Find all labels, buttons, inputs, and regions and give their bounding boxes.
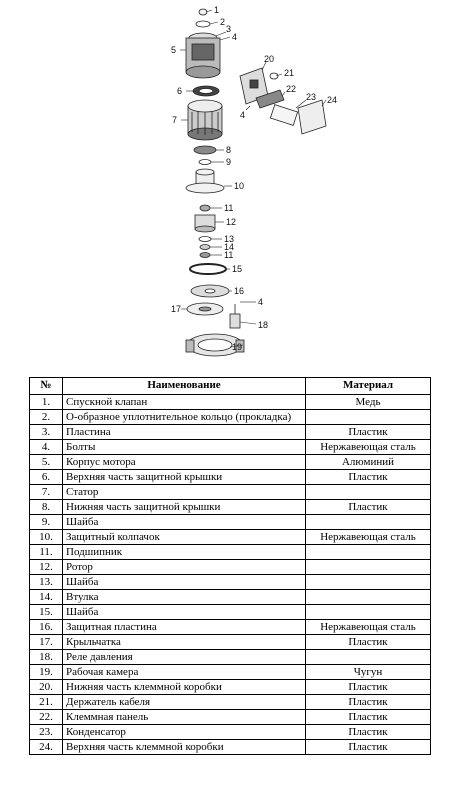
- row-number-cell: 13.: [30, 575, 63, 590]
- material-cell: Пластик: [306, 710, 431, 725]
- part-name-cell: Шайба: [63, 605, 306, 620]
- callout-label: 11: [224, 250, 234, 260]
- table-row: [30, 665, 431, 680]
- table-row: [30, 410, 431, 425]
- row-number-cell: 11.: [30, 545, 63, 560]
- table-row: [30, 545, 431, 560]
- table-row: [30, 620, 431, 635]
- part-name-cell: Крыльчатка: [63, 635, 306, 650]
- row-number-cell: 7.: [30, 485, 63, 500]
- table-row: [30, 635, 431, 650]
- row-number-cell: 15.: [30, 605, 63, 620]
- exploded-view-diagram: [0, 0, 472, 370]
- table-row: [30, 680, 431, 695]
- material-cell: Пластик: [306, 635, 431, 650]
- part-name-cell: Шайба: [63, 575, 306, 590]
- callout-label: 7: [172, 115, 178, 125]
- material-cell: [306, 545, 431, 560]
- part-name-cell: Болты: [63, 440, 306, 455]
- callout-label: 20: [264, 54, 275, 64]
- row-number-cell: 5.: [30, 455, 63, 470]
- material-cell: Пластик: [306, 425, 431, 440]
- material-cell: [306, 485, 431, 500]
- table-header-row: [30, 378, 431, 395]
- table-row: [30, 440, 431, 455]
- part-name-cell: Нижняя часть клеммной коробки: [63, 680, 306, 695]
- material-cell: Нержавеющая сталь: [306, 530, 431, 545]
- row-number-cell: 4.: [30, 440, 63, 455]
- table-row: [30, 425, 431, 440]
- part-name-cell: Подшипник: [63, 545, 306, 560]
- material-cell: Чугун: [306, 665, 431, 680]
- part-name-cell: Клеммная панель: [63, 710, 306, 725]
- material-cell: Пластик: [306, 725, 431, 740]
- row-number-cell: 22.: [30, 710, 63, 725]
- table-row: [30, 530, 431, 545]
- part-name-cell: Спускной клапан: [63, 395, 306, 410]
- row-number-cell: 6.: [30, 470, 63, 485]
- table-row: [30, 395, 431, 410]
- material-cell: [306, 605, 431, 620]
- part-name-cell: Корпус мотора: [63, 455, 306, 470]
- callout-label: 4: [240, 110, 246, 120]
- row-number-cell: 12.: [30, 560, 63, 575]
- row-number-cell: 10.: [30, 530, 63, 545]
- callout-label: 9: [226, 157, 232, 167]
- material-cell: Нержавеющая сталь: [306, 620, 431, 635]
- row-number-cell: 3.: [30, 425, 63, 440]
- part-name-cell: Нижняя часть защитной крышки: [63, 500, 306, 515]
- material-cell: [306, 575, 431, 590]
- part-name-cell: Шайба: [63, 515, 306, 530]
- material-cell: [306, 410, 431, 425]
- row-number-cell: 21.: [30, 695, 63, 710]
- callout-label: 12: [226, 217, 237, 227]
- part-name-cell: О-образное уплотнительное кольцо (прокладка): [63, 410, 306, 425]
- material-cell: Пластик: [306, 680, 431, 695]
- table-row: [30, 740, 431, 755]
- row-number-cell: 23.: [30, 725, 63, 740]
- callout-label: 4: [258, 297, 264, 307]
- material-cell: Пластик: [306, 740, 431, 755]
- table-row: [30, 485, 431, 500]
- part-name-cell: Верхняя часть клеммной коробки: [63, 740, 306, 755]
- row-number-cell: 14.: [30, 590, 63, 605]
- table-row: [30, 455, 431, 470]
- material-cell: Пластик: [306, 500, 431, 515]
- part-name-cell: Реле давления: [63, 650, 306, 665]
- callout-label: 4: [232, 32, 238, 42]
- table-row: [30, 650, 431, 665]
- callout-label: 18: [258, 320, 269, 330]
- table-row: [30, 560, 431, 575]
- row-number-cell: 18.: [30, 650, 63, 665]
- row-number-cell: 1.: [30, 395, 63, 410]
- part-name-cell: Верхняя часть защитной крышки: [63, 470, 306, 485]
- row-number-cell: 20.: [30, 680, 63, 695]
- column-header-number: №: [30, 378, 63, 395]
- row-number-cell: 17.: [30, 635, 63, 650]
- callout-label: 21: [284, 68, 295, 78]
- callout-label: 16: [234, 286, 245, 296]
- material-cell: Пластик: [306, 470, 431, 485]
- table-row: [30, 590, 431, 605]
- material-cell: [306, 560, 431, 575]
- table-row: [30, 695, 431, 710]
- part-name-cell: Втулка: [63, 590, 306, 605]
- part-name-cell: Защитный колпачок: [63, 530, 306, 545]
- callout-label: 8: [226, 145, 232, 155]
- material-cell: Нержавеющая сталь: [306, 440, 431, 455]
- part-name-cell: Конденсатор: [63, 725, 306, 740]
- part-name-cell: Статор: [63, 485, 306, 500]
- table-row: [30, 710, 431, 725]
- material-cell: Пластик: [306, 695, 431, 710]
- row-number-cell: 2.: [30, 410, 63, 425]
- row-number-cell: 8.: [30, 500, 63, 515]
- callout-label: 24: [327, 95, 338, 105]
- row-number-cell: 16.: [30, 620, 63, 635]
- row-number-cell: 9.: [30, 515, 63, 530]
- callout-label: 3: [226, 24, 232, 34]
- column-header-name: Наименование: [63, 378, 306, 395]
- callout-label: 6: [177, 86, 183, 96]
- callout-label: 15: [232, 264, 243, 274]
- part-name-cell: Защитная пластина: [63, 620, 306, 635]
- table-row: [30, 500, 431, 515]
- column-header-material: Материал: [306, 378, 431, 395]
- callout-label: 2: [220, 17, 226, 27]
- table-row: [30, 470, 431, 485]
- part-name-cell: Рабочая камера: [63, 665, 306, 680]
- callout-label: 19: [232, 342, 243, 352]
- material-cell: [306, 590, 431, 605]
- part-name-cell: Пластина: [63, 425, 306, 440]
- callout-label: 13: [224, 234, 235, 244]
- material-cell: [306, 515, 431, 530]
- parts-table: [29, 377, 431, 755]
- row-number-cell: 19.: [30, 665, 63, 680]
- table-row: [30, 605, 431, 620]
- table-row: [30, 725, 431, 740]
- callout-label: 23: [306, 92, 317, 102]
- callout-label: 10: [234, 181, 245, 191]
- callout-label: 17: [171, 304, 182, 314]
- table-row: [30, 515, 431, 530]
- callout-label: 14: [224, 242, 235, 252]
- part-name-cell: Ротор: [63, 560, 306, 575]
- material-cell: Медь: [306, 395, 431, 410]
- row-number-cell: 24.: [30, 740, 63, 755]
- callout-label: 11: [224, 203, 234, 213]
- callout-label: 22: [286, 84, 297, 94]
- material-cell: Алюминий: [306, 455, 431, 470]
- material-cell: [306, 650, 431, 665]
- motor-assembly-drawing: [186, 9, 326, 356]
- parts-table-body: [30, 395, 431, 755]
- table-row: [30, 575, 431, 590]
- callout-label: 1: [214, 5, 220, 15]
- part-name-cell: Держатель кабеля: [63, 695, 306, 710]
- callout-label: 5: [171, 45, 177, 55]
